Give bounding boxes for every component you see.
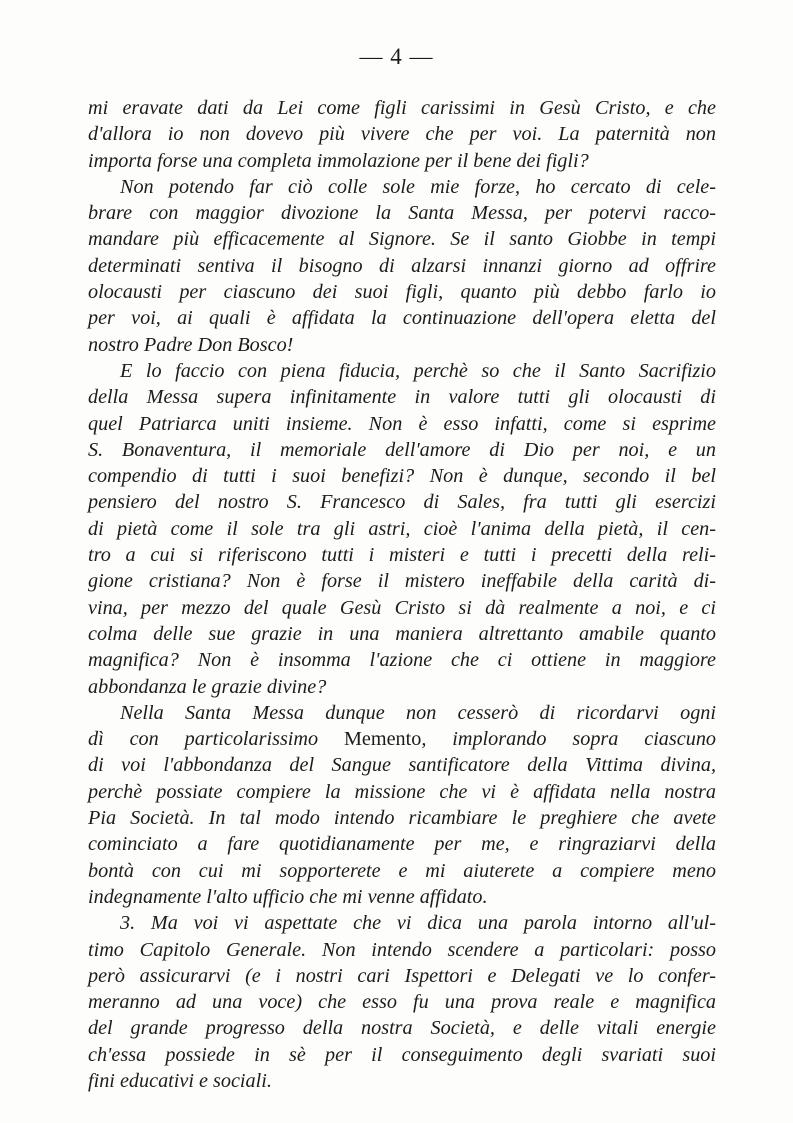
text-line: colma delle sue grazie in una maniera altrettanto amabile quanto xyxy=(88,622,716,645)
letter-body-text xyxy=(88,95,716,1094)
text-line: olocausti per ciascuno dei suoi figli, quanto più debbo farlo io xyxy=(88,281,716,304)
text-line: Nella Santa Messa dunque non cesserò di ricordarvi ogni xyxy=(120,701,716,724)
text-line: di pietà come il sole tra gli astri, cioè l'anima della pietà, il cen- xyxy=(88,517,716,540)
text-line: abbondanza le grazie divine? xyxy=(88,675,327,698)
text-line: determinati sentiva il bisogno di alzarsi innanzi giorno ad offrire xyxy=(88,254,716,277)
text-line: 3. Ma voi vi aspettate che vi dica una parola intorno all'ul- xyxy=(120,912,716,935)
text-line: vina, per mezzo del quale Gesù Cristo si dà realmente a noi, e ci xyxy=(88,596,716,619)
text-line: meranno ad una voce) che esso fu una prova reale e magnifica xyxy=(88,991,716,1014)
text-line: gione cristiana? Non è forse il mistero ineffabile della carità di- xyxy=(88,570,716,593)
text-line: importa forse una completa immolazione per il bene dei figli? xyxy=(88,149,589,172)
text-line: della Messa supera infinitamente in valore tutti gli olocausti di xyxy=(88,386,716,409)
text-line: E lo faccio con piena fiducia, perchè so che il Santo Sacrifizio xyxy=(120,359,716,382)
text-line: fini educativi e sociali. xyxy=(88,1069,272,1092)
text-line: dì con particolarissimo Memento, implorando sopra ciascuno xyxy=(88,728,716,751)
text-line: però assicurarvi (e i nostri cari Ispettori e Delegati ve lo confer- xyxy=(88,964,716,987)
text-line: indegnamente l'alto ufficio che mi venne affidato. xyxy=(88,885,488,908)
upright-word: Memento xyxy=(343,728,422,751)
text-line: quel Patriarca uniti insieme. Non è esso infatti, come si esprime xyxy=(88,412,716,435)
text-line: nostro Padre Don Bosco! xyxy=(88,333,294,356)
page-number: — 4 — xyxy=(359,44,434,69)
text-line: tro a cui si riferiscono tutti i misteri e tutti i precetti della reli- xyxy=(88,544,716,567)
text-line: compendio di tutti i suoi benefizi? Non è dunque, secondo il bel xyxy=(88,465,716,488)
text-line: per voi, ai quali è affidata la continuazione dell'opera eletta del xyxy=(88,307,716,330)
text-line: Non potendo far ciò colle sole mie forze, ho cercato di cele- xyxy=(120,175,716,198)
text-line: cominciato a fare quotidianamente per me, e ringraziarvi della xyxy=(88,833,716,856)
text-line: di voi l'abbondanza del Sangue santificatore della Vittima divina, xyxy=(88,754,716,777)
text-line: brare con maggior divozione la Santa Messa, per potervi racco- xyxy=(88,202,716,225)
text-line: S. Bonaventura, il memoriale dell'amore di Dio per noi, e un xyxy=(88,438,716,461)
text-line: pensiero del nostro S. Francesco di Sales, fra tutti gli esercizi xyxy=(88,491,716,514)
text-line: mandare più efficacemente al Signore. Se il santo Giobbe in tempi xyxy=(88,228,716,251)
text-line: del grande progresso della nostra Società, e delle vitali energie xyxy=(88,1017,716,1040)
text-line: Pia Società. In tal modo intendo ricambiare le preghiere che avete xyxy=(88,807,716,830)
text-line: mi eravate dati da Lei come figli carissimi in Gesù Cristo, e che xyxy=(88,97,716,119)
text-line: magnifica? Non è insomma l'azione che ci ottiene in maggiore xyxy=(88,649,716,672)
text-line: perchè possiate compiere la missione che vi è affidata nella nostra xyxy=(88,780,716,803)
text-line: bontà con cui mi sopporterete e mi aiuterete a compiere meno xyxy=(88,859,716,882)
text-line: ch'essa possiede in sè per il conseguimento degli svariati suoi xyxy=(88,1043,716,1066)
text-line: timo Capitolo Generale. Non intendo scendere a particolari: posso xyxy=(88,938,716,961)
text-line: d'allora io non dovevo più vivere che per voi. La paternità non xyxy=(88,123,716,146)
